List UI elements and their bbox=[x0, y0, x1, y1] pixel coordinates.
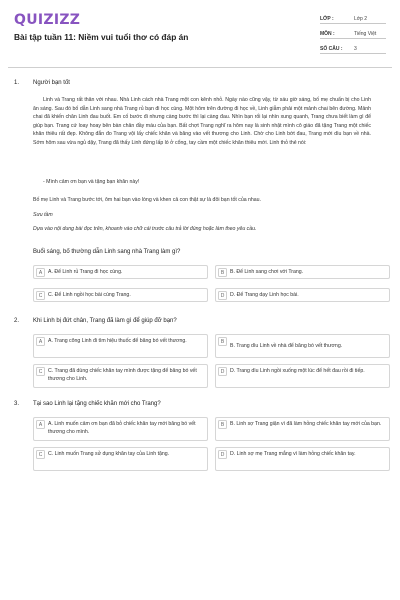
question-2-option-b[interactable] bbox=[215, 334, 390, 358]
worksheet-title: Bài tập tuần 11: Niềm vui tuổi thơ có đáp án bbox=[14, 32, 189, 42]
meta-class-label: LỚP : bbox=[320, 16, 334, 22]
option-text: C. Để Linh ngồi học bài cùng Trang. bbox=[48, 292, 131, 298]
header-divider bbox=[8, 67, 392, 68]
question-3-number: 3. bbox=[14, 401, 20, 407]
option-letter: D bbox=[218, 450, 227, 459]
option-text: C. Trang đã dùng chiếc khăn tay mình được tặng để băng bó vết thương cho Linh. bbox=[48, 368, 197, 382]
option-text: B. Để Linh sang chơi với Trang. bbox=[230, 269, 304, 275]
question-3-option-b[interactable] bbox=[215, 417, 390, 441]
option-text: A. Để Linh rủ Trang đi học cùng. bbox=[48, 269, 123, 275]
option-text: B. Trang dìu Linh về nhà để băng bó vết thương. bbox=[230, 343, 343, 349]
option-text: A. Trang cõng Linh đi tìm hiệu thuốc để băng bó vết thương. bbox=[48, 338, 187, 344]
passage-paragraph: Linh và Trang rất thân với nhau. Nhà Linh cách nhà Trang một con kênh nhỏ. Ngày nào cũng vậy, từ sáu giờ sáng, bố mẹ chuẩn bị cho Linh ăn sáng. Sau đó bố dẫn Linh sang nhà Trang rủ bạn đi học cùng. Một hôm trên đường đi học về, Linh giẫm phải một mảnh chai bên đường. Mảnh chai đã khiến chân Linh đau buốt. Em cố bước đi nhưng càng bước thì lại càng đau. Nhìn bạn rối lại nhìn xung quanh, Trang chưa biết làm gì để giúp bạn. Trang cứ loay hoay bên bàn chân đầy máu của bạn. Bất chợt Trang nghĩ ra hôm nay là sinh nhật mình cô giáo đã tặng Trang một chiếc khăn thiêu rất đẹp. Không đắn đo Trang vội lấy chiếc khăn và băng vào vết thương cho Linh. Chờ cho Linh bớt đau, Trang mới dìu bạn về nhà. Sớm hôm sau vừa ngủ dậy, Trang đã thấy Linh đứng lấp ló ở cổng, tay cầm một chiếc khăn thiêu mới. Linh thỏ thẻ nói: bbox=[33, 97, 371, 146]
meta-divider bbox=[320, 38, 386, 39]
option-letter: B bbox=[218, 337, 227, 346]
meta-divider bbox=[320, 23, 386, 24]
question-1-option-c[interactable] bbox=[33, 288, 208, 302]
option-letter: D bbox=[218, 291, 227, 300]
option-text: A. Linh muốn cảm ơn bạn đã bỏ chiếc khăn tay mới băng bó vết thương cho mình. bbox=[48, 421, 196, 435]
question-3-text: Tại sao Linh lại tặng chiếc khăn mới cho Trang? bbox=[33, 401, 161, 407]
meta-count-label: SỐ CÂU : bbox=[320, 46, 343, 52]
option-letter: C bbox=[36, 450, 45, 459]
option-letter: C bbox=[36, 367, 45, 376]
question-2-option-c[interactable] bbox=[33, 364, 208, 388]
passage-quote: - Mình cảm ơn bạn và tặng bạn khăn này! bbox=[43, 179, 140, 185]
passage-paragraph-2: Bố mẹ Linh và Trang bước tới, ôm hai bạn vào lòng và khen cả con thật sự là đôi bạn tốt của nhau. bbox=[33, 197, 262, 203]
passage-heading: Người bạn tốt bbox=[33, 80, 70, 86]
option-letter: B bbox=[218, 268, 227, 277]
meta-divider bbox=[320, 53, 386, 54]
meta-class-value: Lớp 2 bbox=[354, 16, 368, 22]
option-letter: D bbox=[218, 367, 227, 376]
option-letter: A bbox=[36, 268, 45, 277]
question-3-option-d[interactable] bbox=[215, 447, 390, 471]
worksheet-header bbox=[0, 0, 400, 62]
reading-passage bbox=[33, 96, 371, 232]
question-3-option-a[interactable] bbox=[33, 417, 208, 441]
option-letter: B bbox=[218, 420, 227, 429]
option-text: D. Linh sợ mẹ Trang mắng vì làm hỏng chiếc khăn tay. bbox=[230, 451, 356, 457]
quizizz-logo: QUIZIZZ bbox=[14, 12, 81, 28]
passage-instruction: Dựa vào nội dung bài đọc trên, khoanh vào chữ cái trước câu trả lời đúng hoặc làm theo yêu cầu. bbox=[33, 226, 257, 232]
question-1-option-d[interactable] bbox=[215, 288, 390, 302]
question-2-text: Khi Linh bị đứt chân, Trang đã làm gì để giúp đỡ bạn? bbox=[33, 318, 177, 324]
question-1-number: 1. bbox=[14, 80, 20, 86]
option-letter: C bbox=[36, 291, 45, 300]
meta-subject-value: Tiếng Việt bbox=[354, 31, 377, 37]
option-letter: A bbox=[36, 420, 45, 429]
option-text: D. Để Trang dạy Linh học bài. bbox=[230, 292, 299, 298]
question-2-option-a[interactable] bbox=[33, 334, 208, 358]
question-2-number: 2. bbox=[14, 318, 20, 324]
question-1-option-a[interactable] bbox=[33, 265, 208, 279]
passage-source: Sưu tầm bbox=[33, 212, 53, 218]
option-text: D. Trang dìu Linh ngồi xuống một lúc để hết đau rồi đi tiếp. bbox=[230, 368, 365, 374]
meta-subject-label: MÔN : bbox=[320, 31, 335, 37]
question-2-option-d[interactable] bbox=[215, 364, 390, 388]
question-1-option-b[interactable] bbox=[215, 265, 390, 279]
question-3-option-c[interactable] bbox=[33, 447, 208, 471]
option-text: B. Linh sợ Trang giận vì đã làm hỏng chiếc khăn tay mới của bạn. bbox=[230, 421, 382, 427]
option-text: C. Linh muốn Trang sử dụng khăn tay của Linh tặng. bbox=[48, 451, 170, 457]
meta-count-value: 3 bbox=[354, 46, 357, 52]
question-1-text: Buổi sáng, bố thường dẫn Linh sang nhà Trang làm gì? bbox=[33, 249, 181, 255]
option-letter: A bbox=[36, 337, 45, 346]
